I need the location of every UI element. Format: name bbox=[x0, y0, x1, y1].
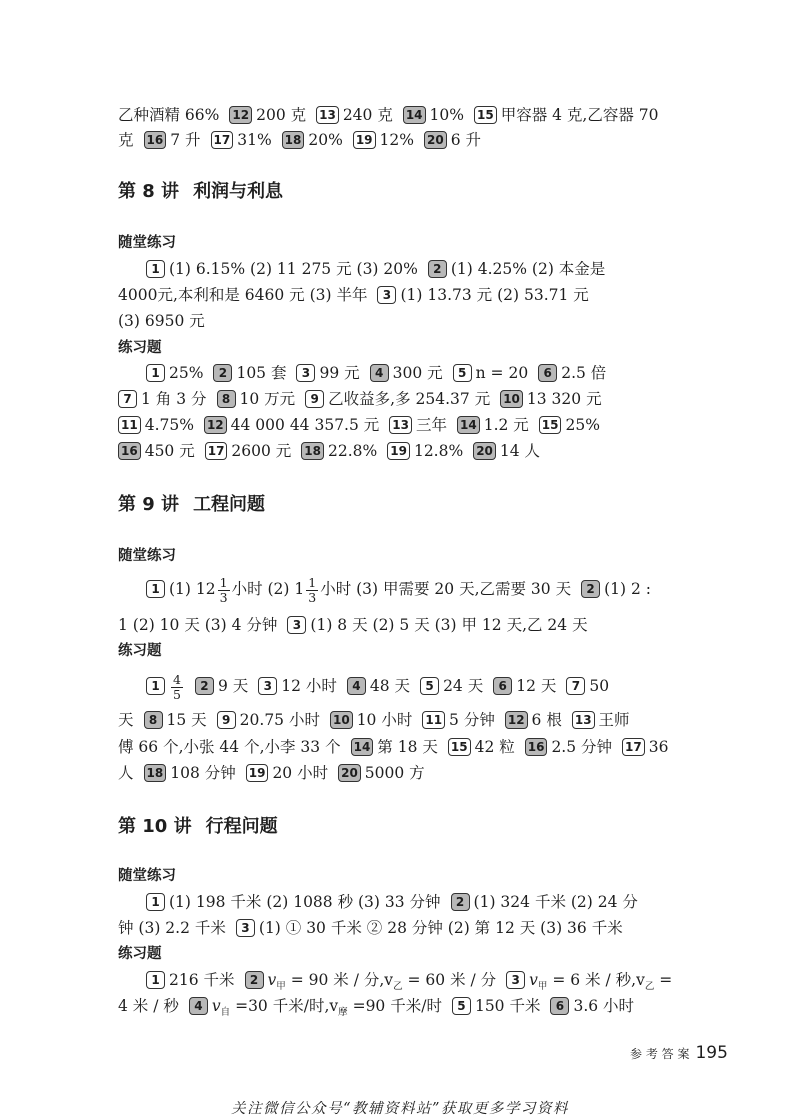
question-number: 20 bbox=[424, 131, 447, 149]
question-number: 3 bbox=[377, 286, 396, 304]
subheading-practice: 随堂练习 bbox=[118, 235, 176, 251]
answer-line: 1 (1) 198 千米 (2) 1088 秒 (3) 33 分钟 2 (1) 324 千米 (2) 24 分 bbox=[146, 891, 638, 913]
subheading-practice: 随堂练习 bbox=[118, 548, 176, 564]
question-number: 3 bbox=[506, 971, 525, 989]
question-number: 15 bbox=[539, 416, 562, 434]
question-number: 14 bbox=[351, 738, 374, 756]
question-number: 9 bbox=[305, 390, 324, 408]
question-number: 4 bbox=[189, 997, 208, 1015]
question-number: 2 bbox=[428, 260, 447, 278]
question-number: 12 bbox=[505, 711, 528, 729]
question-number: 9 bbox=[217, 711, 236, 729]
answer-line: 人 18 108 分钟 19 20 小时 20 5000 方 bbox=[118, 764, 425, 782]
answer-line: 1 (1) 12 $\frac{1}{3}$ 小时 (2) 1 $\frac{1}{3}$ 小时 (3) 甲需要 20 天,乙需要 30 天 2 (1) 2 : bbox=[146, 574, 651, 605]
answer-line: 1 (1) 6.15% (2) 11 275 元 (3) 20% 2 (1) 4.25% (2) 本金是 bbox=[146, 258, 605, 280]
question-number: 1 bbox=[146, 677, 165, 695]
page-footer bbox=[630, 1043, 728, 1063]
fraction: $\frac{1}{3}$ bbox=[219, 574, 228, 605]
question-number: 1 bbox=[146, 260, 165, 278]
question-number: 5 bbox=[453, 364, 472, 382]
footer-label: 参 考 答 案 bbox=[630, 1047, 690, 1061]
answer-line: (3) 6950 元 bbox=[118, 312, 205, 330]
answer-line: 1 (2) 10 天 (3) 4 分钟 3 (1) 8 天 (2) 5 天 (3) 甲 12 天,乙 24 天 bbox=[118, 616, 588, 634]
question-number: 17 bbox=[622, 738, 645, 756]
answer-line: 7 1 角 3 分 8 10 万元 9 乙收益多,多 254.37 元 10 13 320 元 bbox=[118, 388, 602, 410]
question-number: 3 bbox=[236, 919, 255, 937]
question-number: 7 bbox=[118, 390, 137, 408]
answer-line: 乙种酒精 66% 12 200 克 13 240 克 14 10% 15 甲容器 4 克,乙容器 70 bbox=[118, 106, 659, 124]
question-number: 1 bbox=[146, 971, 165, 989]
question-number: 13 bbox=[572, 711, 595, 729]
question-number: 18 bbox=[301, 442, 324, 460]
section-heading: 第 10 讲 行程问题 bbox=[118, 816, 278, 837]
question-number: 10 bbox=[500, 390, 523, 408]
question-number: 10 bbox=[330, 711, 353, 729]
question-number: 5 bbox=[452, 997, 471, 1015]
question-number: 19 bbox=[246, 764, 269, 782]
subheading-exercises: 练习题 bbox=[118, 946, 162, 962]
question-number: 14 bbox=[403, 106, 426, 124]
question-number: 6 bbox=[538, 364, 557, 382]
question-number: 16 bbox=[525, 738, 548, 756]
question-number: 19 bbox=[387, 442, 410, 460]
answer-line: 16 450 元 17 2600 元 18 22.8% 19 12.8% 20 14 人 bbox=[118, 440, 540, 462]
question-number: 14 bbox=[457, 416, 480, 434]
question-number: 2 bbox=[195, 677, 214, 695]
question-number: 5 bbox=[420, 677, 439, 695]
answer-line: 1 216 千米 2 $v_甲 = 90$ 米 / 分$,v_乙 = 60$ 米 / 分 3 $v_甲 = 6$ 米 / 秒$,v_乙$ = bbox=[146, 969, 672, 998]
question-number: 1 bbox=[146, 364, 165, 382]
question-number: 3 bbox=[287, 616, 306, 634]
watermark-banner: 关注微信公众号“教辅资料站”获取更多学习资料 bbox=[231, 1101, 569, 1117]
question-number: 2 bbox=[451, 893, 470, 911]
question-number: 15 bbox=[474, 106, 497, 124]
answer-line: 天 8 15 天 9 20.75 小时 10 10 小时 11 5 分钟 12 6 根 13 王师 bbox=[118, 711, 630, 729]
question-number: 16 bbox=[144, 131, 167, 149]
question-number: 1 bbox=[146, 893, 165, 911]
question-number: 13 bbox=[316, 106, 339, 124]
section-heading: 第 8 讲 利润与利息 bbox=[118, 181, 284, 202]
subheading-exercises: 练习题 bbox=[118, 340, 162, 356]
question-number: 4 bbox=[370, 364, 389, 382]
answer-line: 克 16 7 升 17 31% 18 20% 19 12% 20 6 升 bbox=[118, 131, 481, 149]
answer-line: 钟 (3) 2.2 千米 3 (1) ① 30 千米 ② 28 分钟 (2) 第 12 天 (3) 36 千米 bbox=[118, 919, 623, 937]
question-number: 11 bbox=[118, 416, 141, 434]
question-number: 17 bbox=[211, 131, 234, 149]
answer-line: 11 4.75% 12 44 000 44 357.5 元 13 三年 14 1.2 元 15 25% bbox=[118, 414, 600, 436]
question-number: 20 bbox=[338, 764, 361, 782]
answer-line: 傅 66 个,小张 44 个,小李 33 个 14 第 18 天 15 42 粒 16 2.5 分钟 17 36 bbox=[118, 738, 669, 756]
question-number: 16 bbox=[118, 442, 141, 460]
question-number: 2 bbox=[213, 364, 232, 382]
answer-line: 4000元,本利和是 6460 元 (3) 半年 3 (1) 13.73 元 (2) 53.71 元 bbox=[118, 286, 589, 304]
question-number: 4 bbox=[347, 677, 366, 695]
question-number: 1 bbox=[146, 580, 165, 598]
question-number: 2 bbox=[581, 580, 600, 598]
subheading-exercises: 练习题 bbox=[118, 643, 162, 659]
page-number: 195 bbox=[695, 1043, 728, 1063]
question-number: 7 bbox=[566, 677, 585, 695]
question-number: 18 bbox=[144, 764, 167, 782]
question-number: 2 bbox=[245, 971, 264, 989]
question-number: 18 bbox=[282, 131, 305, 149]
fraction: $\frac{4}{5}$ bbox=[173, 671, 181, 702]
question-number: 20 bbox=[473, 442, 496, 460]
question-number: 15 bbox=[448, 738, 471, 756]
question-number: 12 bbox=[204, 416, 227, 434]
question-number: 6 bbox=[550, 997, 569, 1015]
question-number: 8 bbox=[144, 711, 163, 729]
answer-line: 1 25% 2 105 套 3 99 元 4 300 元 5 n = 20 6 2.5 倍 bbox=[146, 362, 606, 384]
answer-line: 4 米 / 秒 4 $v_自 =30$ 千米/时$,v_摩 =90$ 千米/时 5 150 千米 6 3.6 小时 bbox=[118, 997, 635, 1019]
question-number: 13 bbox=[389, 416, 412, 434]
answer-line: 1 $\frac{4}{5}$ 2 9 天 3 12 小时 4 48 天 5 24 天 6 12 天 7 50 bbox=[146, 670, 609, 702]
section-heading: 第 9 讲 工程问题 bbox=[118, 494, 266, 515]
fraction: $\frac{1}{3}$ bbox=[308, 574, 317, 605]
question-number: 3 bbox=[258, 677, 277, 695]
question-number: 6 bbox=[493, 677, 512, 695]
question-number: 19 bbox=[353, 131, 376, 149]
question-number: 12 bbox=[229, 106, 252, 124]
question-number: 3 bbox=[296, 364, 315, 382]
subheading-practice: 随堂练习 bbox=[118, 868, 176, 884]
question-number: 8 bbox=[217, 390, 236, 408]
question-number: 11 bbox=[422, 711, 445, 729]
question-number: 17 bbox=[205, 442, 228, 460]
